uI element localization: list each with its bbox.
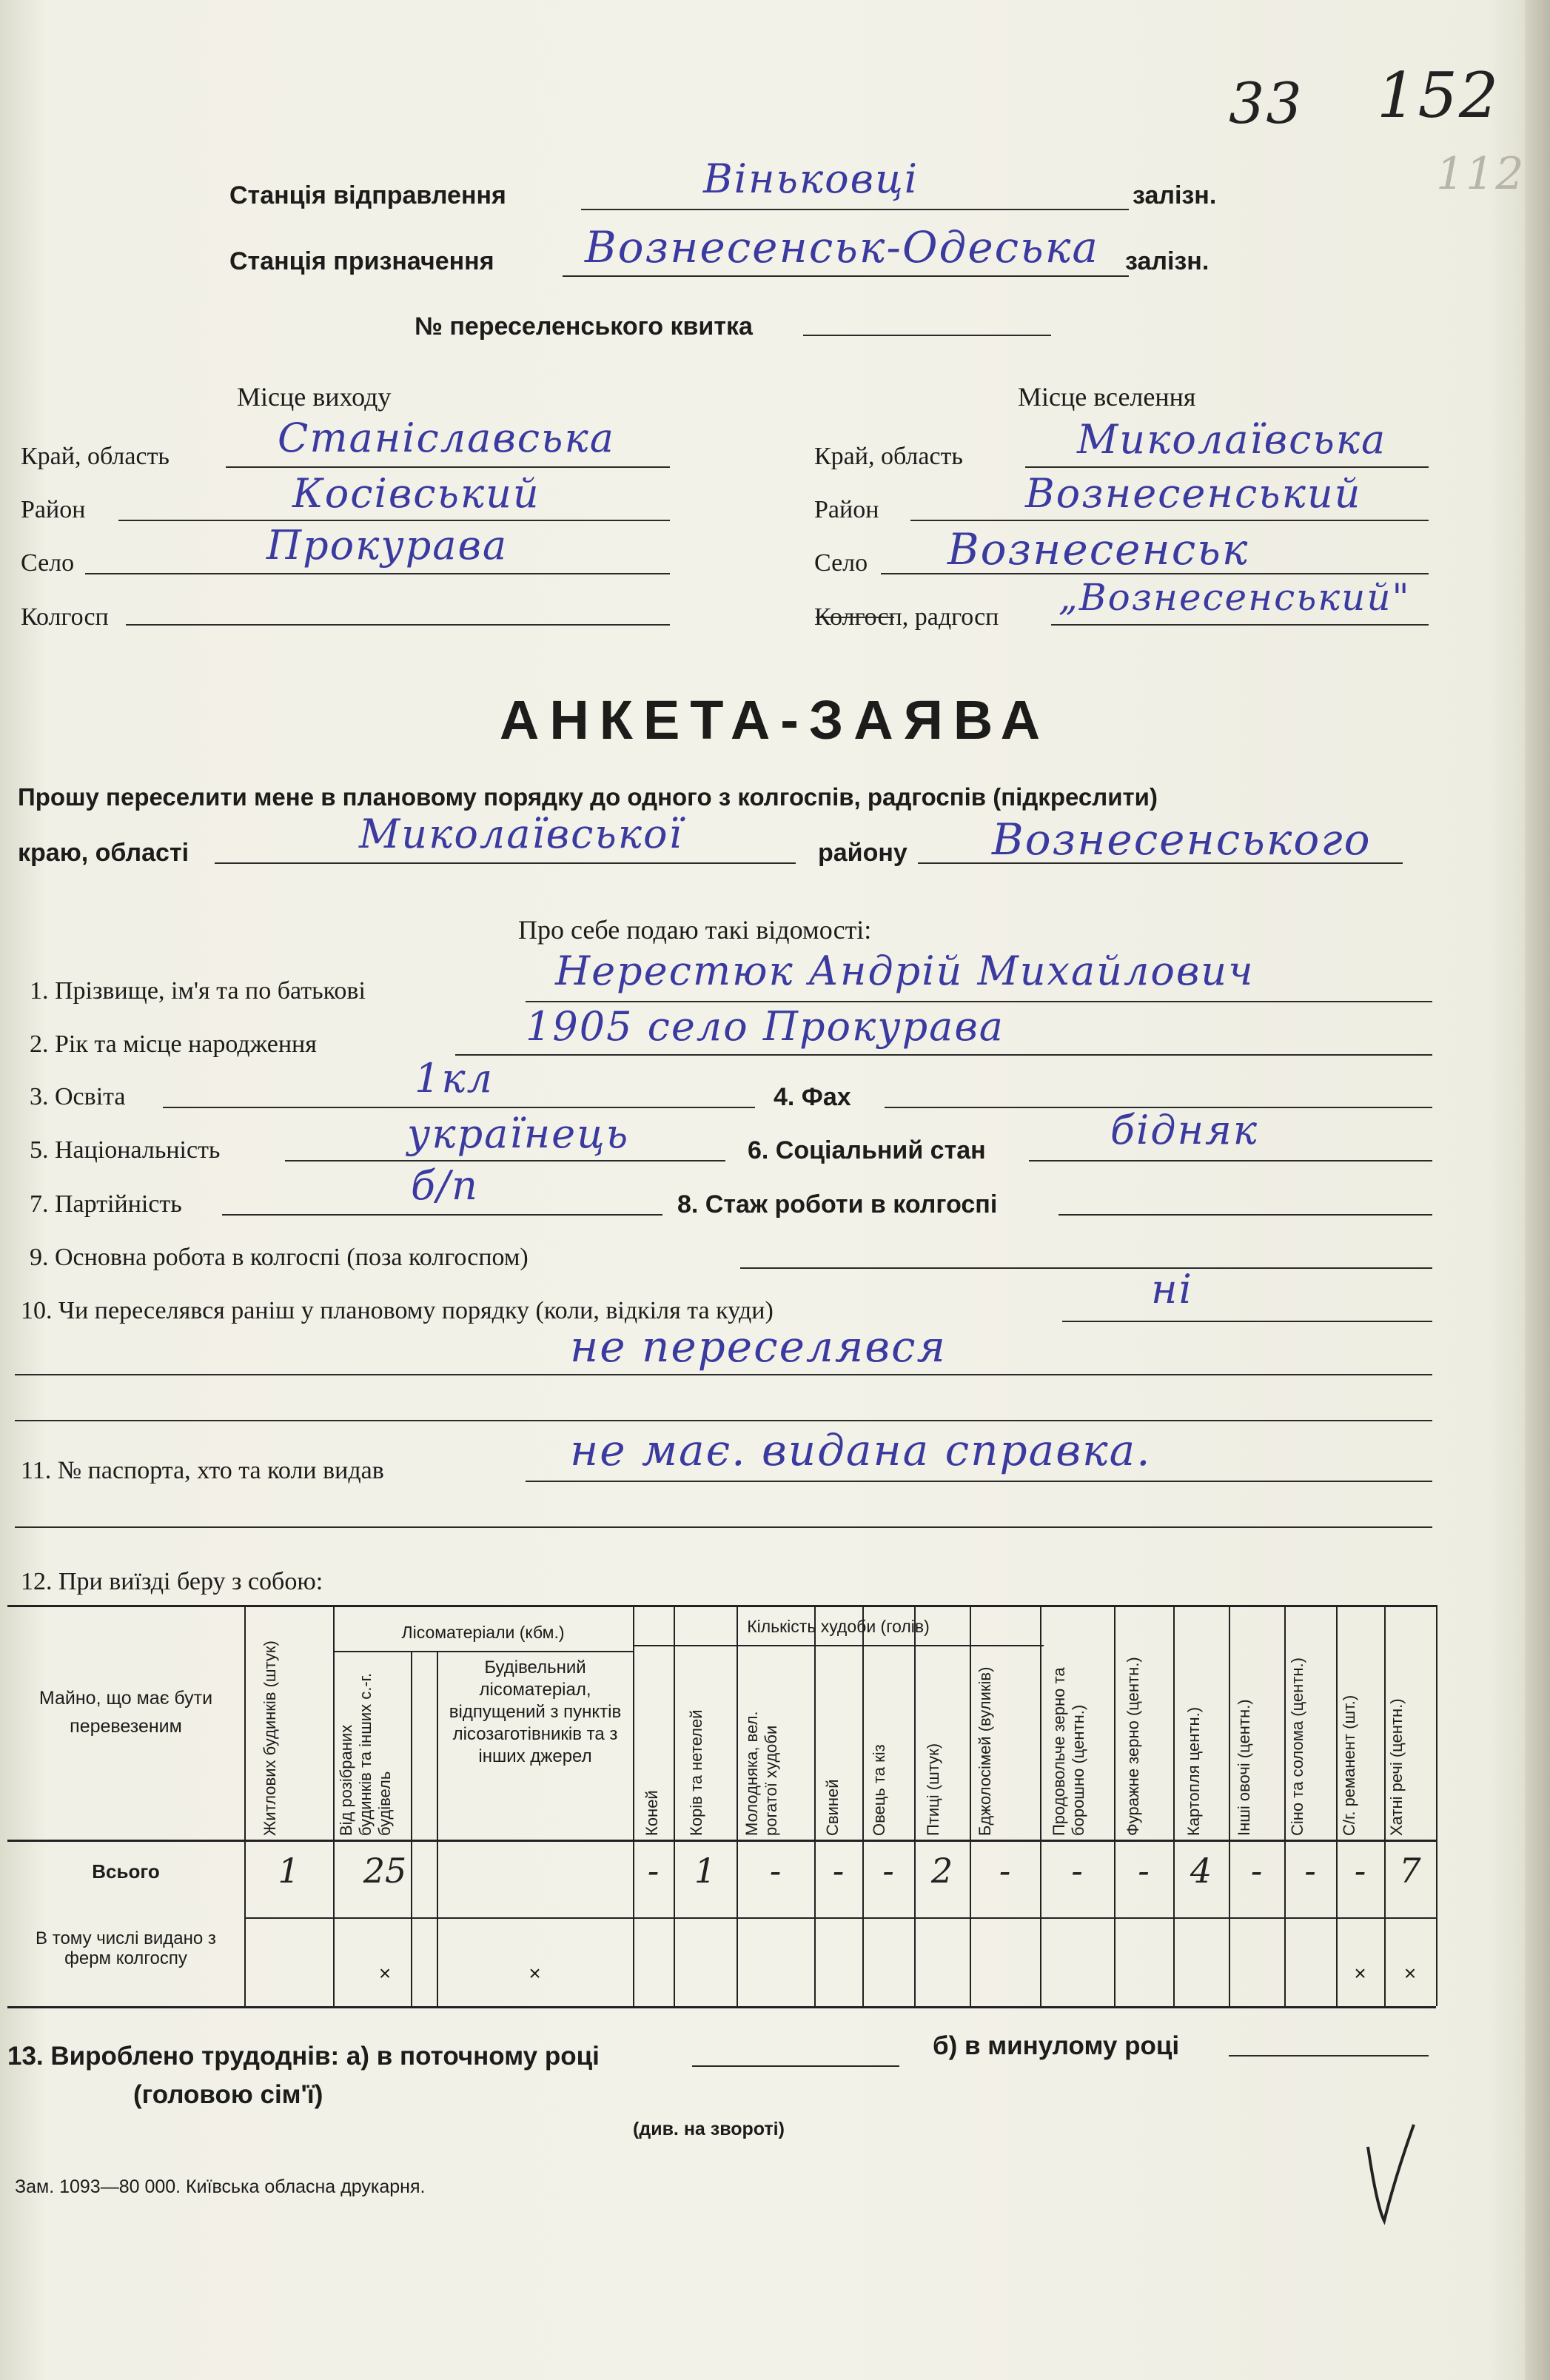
- col-houses: Житлових будинків (штук): [261, 1640, 279, 1836]
- table-column-divider: [633, 1605, 634, 2006]
- table-column-divider: [814, 1605, 816, 2006]
- origin-heading: Місце виходу: [237, 382, 392, 412]
- printer-imprint: Зам. 1093—80 000. Київська обласна друкарня.: [15, 2176, 426, 2197]
- farm-cell: ×: [378, 1962, 392, 1985]
- col-vegetables: Інші овочі (центн.): [1235, 1699, 1253, 1836]
- col-household: Хатні речі (центн.): [1387, 1698, 1406, 1836]
- table-column-divider: [244, 1605, 246, 2006]
- total-cell: -: [769, 1851, 782, 1891]
- field-13-label: 13. Вироблено трудоднів: а) в поточному році: [7, 2042, 600, 2071]
- total-cell: -: [647, 1851, 660, 1891]
- field-4-label: 4. Фах: [774, 1083, 851, 1111]
- faint-number: 112: [1436, 148, 1526, 200]
- table-column-divider: [737, 1605, 738, 2006]
- destination-village-value: Вознесенськ: [947, 524, 1249, 574]
- intro-text: Про себе подаю такі відомості:: [518, 915, 872, 945]
- destination-village-label: Село: [814, 549, 868, 577]
- col-cows: Корів та нетелей: [687, 1709, 705, 1836]
- farm-cell: ×: [1403, 1962, 1417, 1985]
- field-13-sub: (головою сім'ї): [133, 2080, 323, 2109]
- field-1-value: Нерестюк Андрій Михайлович: [555, 948, 1255, 994]
- field-7-label: 7. Партійність: [30, 1190, 182, 1218]
- check-mark-icon: [1362, 2117, 1421, 2228]
- farm-cell: ×: [529, 1962, 541, 1985]
- col-sheep: Овець та кіз: [870, 1744, 888, 1836]
- table-column-divider: [1229, 1605, 1230, 2006]
- railway-suffix-1: залізн.: [1133, 181, 1217, 209]
- table-column-divider: [1114, 1605, 1115, 2006]
- destination-district-label: Район: [814, 496, 879, 523]
- field-11-value: не має. видана справка.: [570, 1425, 1152, 1475]
- origin-region-value: Станіславська: [278, 415, 615, 461]
- railway-suffix-2: залізн.: [1125, 247, 1210, 275]
- table-column-divider: [674, 1605, 675, 2006]
- total-cell: 4: [1190, 1851, 1212, 1891]
- table-column-divider: [1040, 1605, 1041, 2006]
- field-3-value: 1кл: [415, 1055, 494, 1102]
- col-potato: Картопля центн.): [1184, 1706, 1203, 1836]
- field-5-value: українець: [407, 1110, 630, 1157]
- departure-station-label: Станція відправлення: [229, 181, 506, 209]
- field-12-label: 12. При виїзді беру з собою:: [21, 1568, 323, 1595]
- farm-cell: ×: [1354, 1962, 1366, 1985]
- destination-district-value: Вознесенський: [1025, 470, 1362, 517]
- total-cell: -: [1354, 1851, 1366, 1891]
- row-from-farms-label: В тому числі видано з ферм колгоспу: [36, 1928, 216, 1968]
- total-cell: -: [832, 1851, 845, 1891]
- destination-kolhosp-label: Колгосп, радгосп: [814, 603, 999, 631]
- origin-district-label: Район: [21, 496, 86, 523]
- col-bees: Бджолосімей (вуликів): [976, 1666, 994, 1836]
- col-dismantled: Від розібраних будинків та інших с.-г. будівель: [337, 1672, 394, 1836]
- destination-region-label: Край, область: [814, 443, 963, 470]
- col-horses: Коней: [643, 1790, 661, 1836]
- field-8-label: 8. Стаж роботи в колгоспі: [677, 1190, 998, 1219]
- request-district-label: району: [818, 839, 907, 867]
- col-building-timber: Будівельний лісоматеріал, відпущений з пунктів лісозаготівників та з інших джерел: [449, 1657, 622, 1766]
- sheet-edge: [1525, 0, 1550, 2380]
- field-5-label: 5. Національність: [30, 1136, 221, 1164]
- group-timber: Лісоматеріали (кбм.): [401, 1623, 565, 1642]
- destination-region-value: Миколаївська: [1077, 416, 1387, 463]
- table-column-divider: [1384, 1605, 1386, 2006]
- request-region-value: Миколаївської: [359, 811, 683, 857]
- total-cell: -: [1071, 1851, 1083, 1891]
- table-column-divider: [914, 1605, 916, 2006]
- request-district-value: Вознесенського: [992, 814, 1372, 865]
- total-cell: -: [1304, 1851, 1316, 1891]
- field-11-label: 11. № паспорта, хто та коли видав: [21, 1457, 384, 1484]
- row-header: Майно, що має бути перевезеним: [38, 1688, 213, 1737]
- col-hay: Сіно та солома (центн.): [1288, 1657, 1306, 1836]
- total-cell: -: [1250, 1851, 1263, 1891]
- field-6-label: 6. Соціальний стан: [748, 1136, 986, 1164]
- table-column-divider: [411, 1652, 412, 2006]
- origin-village-label: Село: [21, 549, 75, 577]
- table-column-divider: [1436, 1605, 1437, 2006]
- table-column-divider: [1173, 1605, 1175, 2006]
- col-birds: Птиці (штук): [924, 1743, 942, 1836]
- col-grain: Продовольче зерно та борошно (центн.): [1050, 1667, 1087, 1836]
- table-column-divider: [970, 1605, 971, 2006]
- total-cell: -: [1138, 1851, 1150, 1891]
- total-cell: 25: [363, 1851, 407, 1891]
- total-cell: 1: [694, 1851, 717, 1891]
- total-cell: 2: [930, 1851, 953, 1891]
- col-pigs: Свиней: [823, 1779, 842, 1836]
- page-number: 152: [1377, 59, 1500, 132]
- field-10-label: 10. Чи переселявся раніш у плановому порядку (коли, відкіля та куди): [21, 1297, 774, 1324]
- request-region-label: краю, області: [18, 839, 189, 867]
- origin-district-value: Косівський: [292, 470, 540, 517]
- field-6-value: бідняк: [1110, 1107, 1259, 1153]
- destination-heading: Місце вселення: [1018, 382, 1196, 412]
- field-1-label: 1. Прізвище, ім'я та по батькові: [30, 977, 366, 1005]
- see-reverse-note: (див. на звороті): [633, 2119, 785, 2139]
- table-column-divider: [333, 1605, 335, 2006]
- origin-region-label: Край, область: [21, 443, 170, 470]
- field-10-value-a: ні: [1151, 1266, 1193, 1313]
- total-cell: -: [999, 1851, 1011, 1891]
- origin-village-value: Прокурава: [266, 522, 509, 569]
- group-livestock: Кількість худоби (голів): [747, 1617, 930, 1636]
- total-cell: -: [882, 1851, 894, 1891]
- field-3-label: 3. Освіта: [30, 1083, 126, 1110]
- destination-station-value: Вознесенськ-Одеська: [585, 222, 1099, 272]
- field-7-value: б/п: [411, 1162, 479, 1209]
- col-fodder: Фуражне зерно (центн.): [1124, 1657, 1142, 1836]
- col-young: Молодняка, вел. рогатої худоби: [742, 1711, 780, 1836]
- field-2-label: 2. Рік та місце народження: [30, 1030, 317, 1058]
- departure-station-value: Віньковці: [703, 155, 919, 202]
- form-title: АНКЕТА-ЗАЯВА: [499, 689, 1051, 751]
- field-13b-label: б) в минулому році: [933, 2031, 1180, 2060]
- destination-station-label: Станція призначення: [229, 247, 494, 275]
- destination-kolhosp-value: „Вознесенський": [1059, 576, 1411, 619]
- table-column-divider: [1284, 1605, 1286, 2006]
- field-2-value: 1905 село Прокурава: [526, 1003, 1004, 1050]
- table-column-divider: [437, 1652, 438, 2006]
- origin-kolhosp-label: Колгосп: [21, 603, 109, 631]
- ticket-label: № переселенського квитка: [415, 312, 753, 341]
- table-column-divider: [862, 1605, 864, 2006]
- col-inventory: С/г. реманент (шт.): [1340, 1695, 1358, 1836]
- field-9-label: 9. Основна робота в колгоспі (поза колгоспом): [30, 1244, 529, 1271]
- row-total-label: Всього: [92, 1860, 160, 1883]
- request-line: Прошу переселити мене в плановому порядку до одного з колгоспів, радгоспів (підкреслити): [18, 783, 1158, 811]
- total-cell: 1: [278, 1851, 300, 1891]
- field-10-value-b: не переселявся: [570, 1321, 947, 1372]
- table-column-divider: [1336, 1605, 1338, 2006]
- archive-number: 33: [1229, 70, 1304, 136]
- total-cell: 7: [1399, 1851, 1421, 1891]
